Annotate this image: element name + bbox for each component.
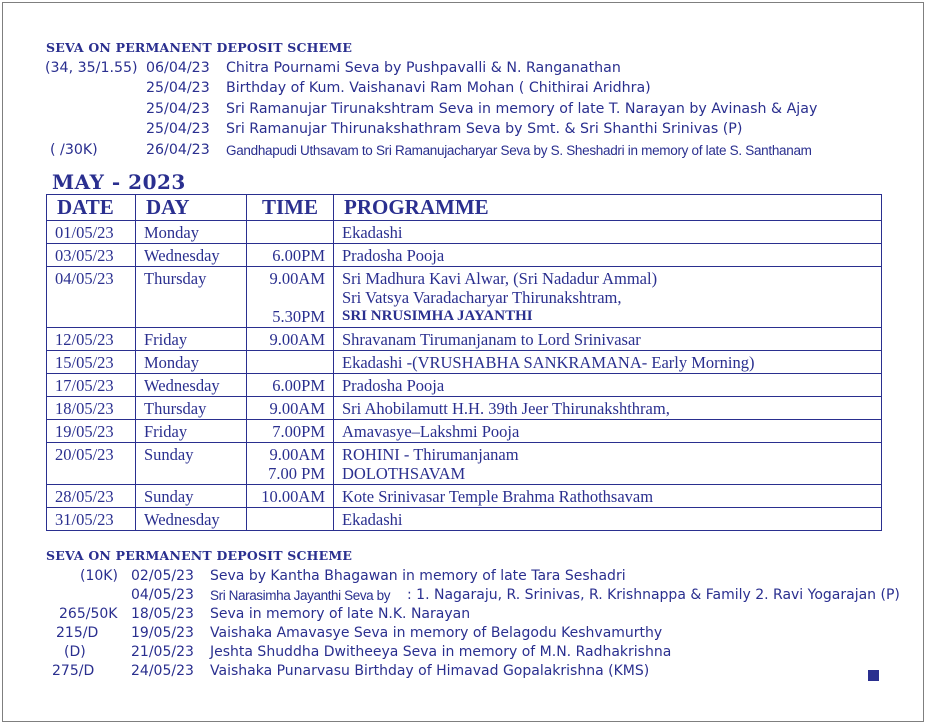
seva-date: 02/05/23 — [131, 568, 194, 584]
seva-date: 25/04/23 — [146, 101, 210, 117]
cell-day — [136, 485, 247, 508]
cell-day — [136, 221, 247, 244]
seva-ref: (10K) — [80, 568, 118, 584]
seva-date: 21/05/23 — [131, 644, 194, 660]
cell-date — [47, 328, 136, 351]
table-row — [47, 267, 882, 328]
seva-date: 04/05/23 — [131, 587, 194, 603]
seva-date: 06/04/23 — [146, 60, 210, 76]
cell-day — [136, 351, 247, 374]
cell-time — [247, 328, 334, 351]
seva-ref: ( /30K) — [50, 142, 98, 158]
cell-programme — [334, 351, 882, 374]
seva-ref: 215/D — [56, 625, 99, 641]
seva-ref: (34, 35/1.55) — [45, 60, 138, 76]
time-line: 9.00AM — [269, 269, 325, 288]
date-text: 19/05/23 — [55, 422, 114, 441]
date-text: 15/05/23 — [55, 353, 114, 372]
seva-date: 25/04/23 — [146, 80, 210, 96]
seva-text-label: Sri Narasimha Jayanthi Seva by — [210, 588, 391, 603]
cell-time — [247, 351, 334, 374]
square-marker-icon — [868, 670, 879, 681]
cell-day — [136, 328, 247, 351]
day-text: Wednesday — [144, 246, 220, 265]
cell-programme — [334, 374, 882, 397]
header-day: DAY — [136, 195, 247, 221]
cell-date — [47, 443, 136, 485]
cell-day — [136, 508, 247, 531]
cell-time — [247, 485, 334, 508]
cell-time — [247, 508, 334, 531]
cell-date — [47, 397, 136, 420]
programme-line: Sri Vatsya Varadacharyar Thirunakshtram, — [342, 288, 622, 307]
table-row — [47, 420, 882, 443]
cell-programme — [334, 485, 882, 508]
cell-date — [47, 221, 136, 244]
table-header-row — [47, 195, 882, 221]
programme-line: Sri Ahobilamutt H.H. 39th Jeer Thirunakshthram, — [342, 399, 670, 418]
programme-line: SRI NRUSIMHA JAYANTHI — [342, 308, 533, 324]
time-line — [255, 223, 325, 242]
header-time: TIME — [247, 195, 334, 221]
table-row — [47, 485, 882, 508]
programme-line: Pradosha Pooja — [342, 246, 445, 265]
seva-text: Chitra Pournami Seva by Pushpavalli & N. Ranganathan — [226, 60, 621, 76]
date-text: 12/05/23 — [55, 330, 114, 349]
time-line — [255, 510, 325, 529]
programme-line: Pradosha Pooja — [342, 376, 445, 395]
cell-date — [47, 485, 136, 508]
seva-text: Jeshta Shuddha Dwitheeya Seva in memory of M.N. Radhakrishna — [210, 644, 672, 660]
seva-text: Birthday of Kum. Vaishanavi Ram Mohan ( Chithirai Aridhra) — [226, 80, 651, 96]
seva-text: Sri Ramanujar Tirunakshtram Seva in memory of late T. Narayan by Avinash & Ajay — [226, 101, 818, 117]
seva-text: Sri Ramanujar Thirunakshathram Seva by Smt. & Sri Shanthi Srinivas (P) — [226, 121, 743, 137]
cell-programme — [334, 397, 882, 420]
cell-date — [47, 267, 136, 328]
cell-day — [136, 244, 247, 267]
day-text: Monday — [144, 353, 199, 372]
cell-programme — [334, 221, 882, 244]
cell-time — [247, 420, 334, 443]
seva-date: 24/05/23 — [131, 663, 194, 679]
table-row — [47, 374, 882, 397]
seva-ref: 275/D — [52, 663, 95, 679]
date-text: 18/05/23 — [55, 399, 114, 418]
day-text: Friday — [144, 330, 188, 349]
time-line: 9.00AM — [269, 399, 325, 418]
time-line: 9.00AM — [269, 445, 325, 464]
seva-text: Seva in memory of late N.K. Narayan — [210, 606, 471, 622]
time-line: 9.00AM — [269, 330, 325, 349]
programme-line: Sri Madhura Kavi Alwar, (Sri Nadadur Ammal) — [342, 269, 658, 288]
cell-date — [47, 508, 136, 531]
time-line: 10.00AM — [261, 487, 325, 506]
cell-date — [47, 374, 136, 397]
seva-date: 18/05/23 — [131, 606, 194, 622]
date-text: 03/05/23 — [55, 246, 114, 265]
cell-day — [136, 267, 247, 328]
day-text: Sunday — [144, 487, 194, 506]
cell-programme — [334, 508, 882, 531]
table-row — [47, 328, 882, 351]
day-text: Monday — [144, 223, 199, 242]
time-line: 7.00PM — [272, 422, 325, 441]
time-line: 7.00 PM — [268, 464, 325, 483]
seva-text: Gandhapudi Uthsavam to Sri Ramanujacharyar Seva by S. Sheshadri in memory of late S. Santhanam — [226, 143, 812, 158]
cell-programme — [334, 244, 882, 267]
date-text: 01/05/23 — [55, 223, 114, 242]
cell-time — [247, 267, 334, 328]
seva-text: Seva by Kantha Bhagawan in memory of late Tara Seshadri — [210, 568, 626, 584]
time-line: 6.00PM — [272, 376, 325, 395]
date-text: 17/05/23 — [55, 376, 114, 395]
cell-time — [247, 221, 334, 244]
header-date: DATE — [47, 195, 136, 221]
table-body — [47, 221, 882, 531]
seva-date: 26/04/23 — [146, 142, 210, 158]
cell-time — [247, 244, 334, 267]
table-row — [47, 508, 882, 531]
date-text: 28/05/23 — [55, 487, 114, 506]
cell-time — [247, 443, 334, 485]
day-text: Wednesday — [144, 510, 220, 529]
table-row — [47, 397, 882, 420]
cell-programme — [334, 420, 882, 443]
cell-date — [47, 351, 136, 374]
cell-time — [247, 397, 334, 420]
cell-date — [47, 244, 136, 267]
day-text: Thursday — [144, 269, 207, 288]
time-line — [255, 353, 325, 372]
seva-text: : 1. Nagaraju, R. Srinivas, R. Krishnappa & Family 2. Ravi Yogarajan (P) — [407, 587, 900, 603]
seva-text: Vaishaka Amavasye Seva in memory of Belagodu Keshvamurthy — [210, 625, 663, 641]
programme-table — [46, 194, 882, 531]
time-line — [255, 288, 325, 307]
table-row — [47, 221, 882, 244]
seva-ref: (D) — [64, 644, 86, 660]
programme-line: DOLOTHSAVAM — [342, 464, 466, 483]
table-row — [47, 443, 882, 485]
date-text: 04/05/23 — [55, 269, 114, 288]
table-row — [47, 244, 882, 267]
programme-line: Ekadashi — [342, 223, 403, 242]
table-row — [47, 351, 882, 374]
programme-line: Kote Srinivasar Temple Brahma Rathothsavam — [342, 487, 654, 506]
programme-line: ROHINI - Thirumanjanam — [342, 445, 519, 464]
cell-day — [136, 443, 247, 485]
seva-date: 25/04/23 — [146, 121, 210, 137]
seva-heading-bottom: SEVA ON PERMANENT DEPOSIT SCHEME — [46, 548, 353, 563]
programme-line: Shravanam Tirumanjanam to Lord Srinivasar — [342, 330, 641, 349]
programme-line: Ekadashi -(VRUSHABHA SANKRAMANA- Early Morning) — [342, 353, 755, 372]
cell-day — [136, 374, 247, 397]
header-programme: PROGRAMME — [334, 195, 882, 221]
cell-day — [136, 397, 247, 420]
cell-day — [136, 420, 247, 443]
programme-line: Ekadashi — [342, 510, 403, 529]
seva-ref: 265/50K — [59, 606, 118, 622]
day-text: Sunday — [144, 445, 194, 464]
date-text: 31/05/23 — [55, 510, 114, 529]
cell-time — [247, 374, 334, 397]
day-text: Friday — [144, 422, 188, 441]
seva-date: 19/05/23 — [131, 625, 194, 641]
seva-text: Vaishaka Punarvasu Birthday of Himavad Gopalakrishna (KMS) — [210, 663, 650, 679]
cell-programme — [334, 267, 882, 328]
day-text: Wednesday — [144, 376, 220, 395]
time-line: 5.30PM — [272, 307, 325, 326]
cell-programme — [334, 443, 882, 485]
date-text: 20/05/23 — [55, 445, 114, 464]
month-title: MAY - 2023 — [52, 170, 186, 194]
cell-date — [47, 420, 136, 443]
cell-programme — [334, 328, 882, 351]
programme-line: Amavasye–Lakshmi Pooja — [342, 422, 520, 441]
time-line: 6.00PM — [272, 246, 325, 265]
seva-heading-top: SEVA ON PERMANENT DEPOSIT SCHEME — [46, 40, 353, 55]
day-text: Thursday — [144, 399, 207, 418]
